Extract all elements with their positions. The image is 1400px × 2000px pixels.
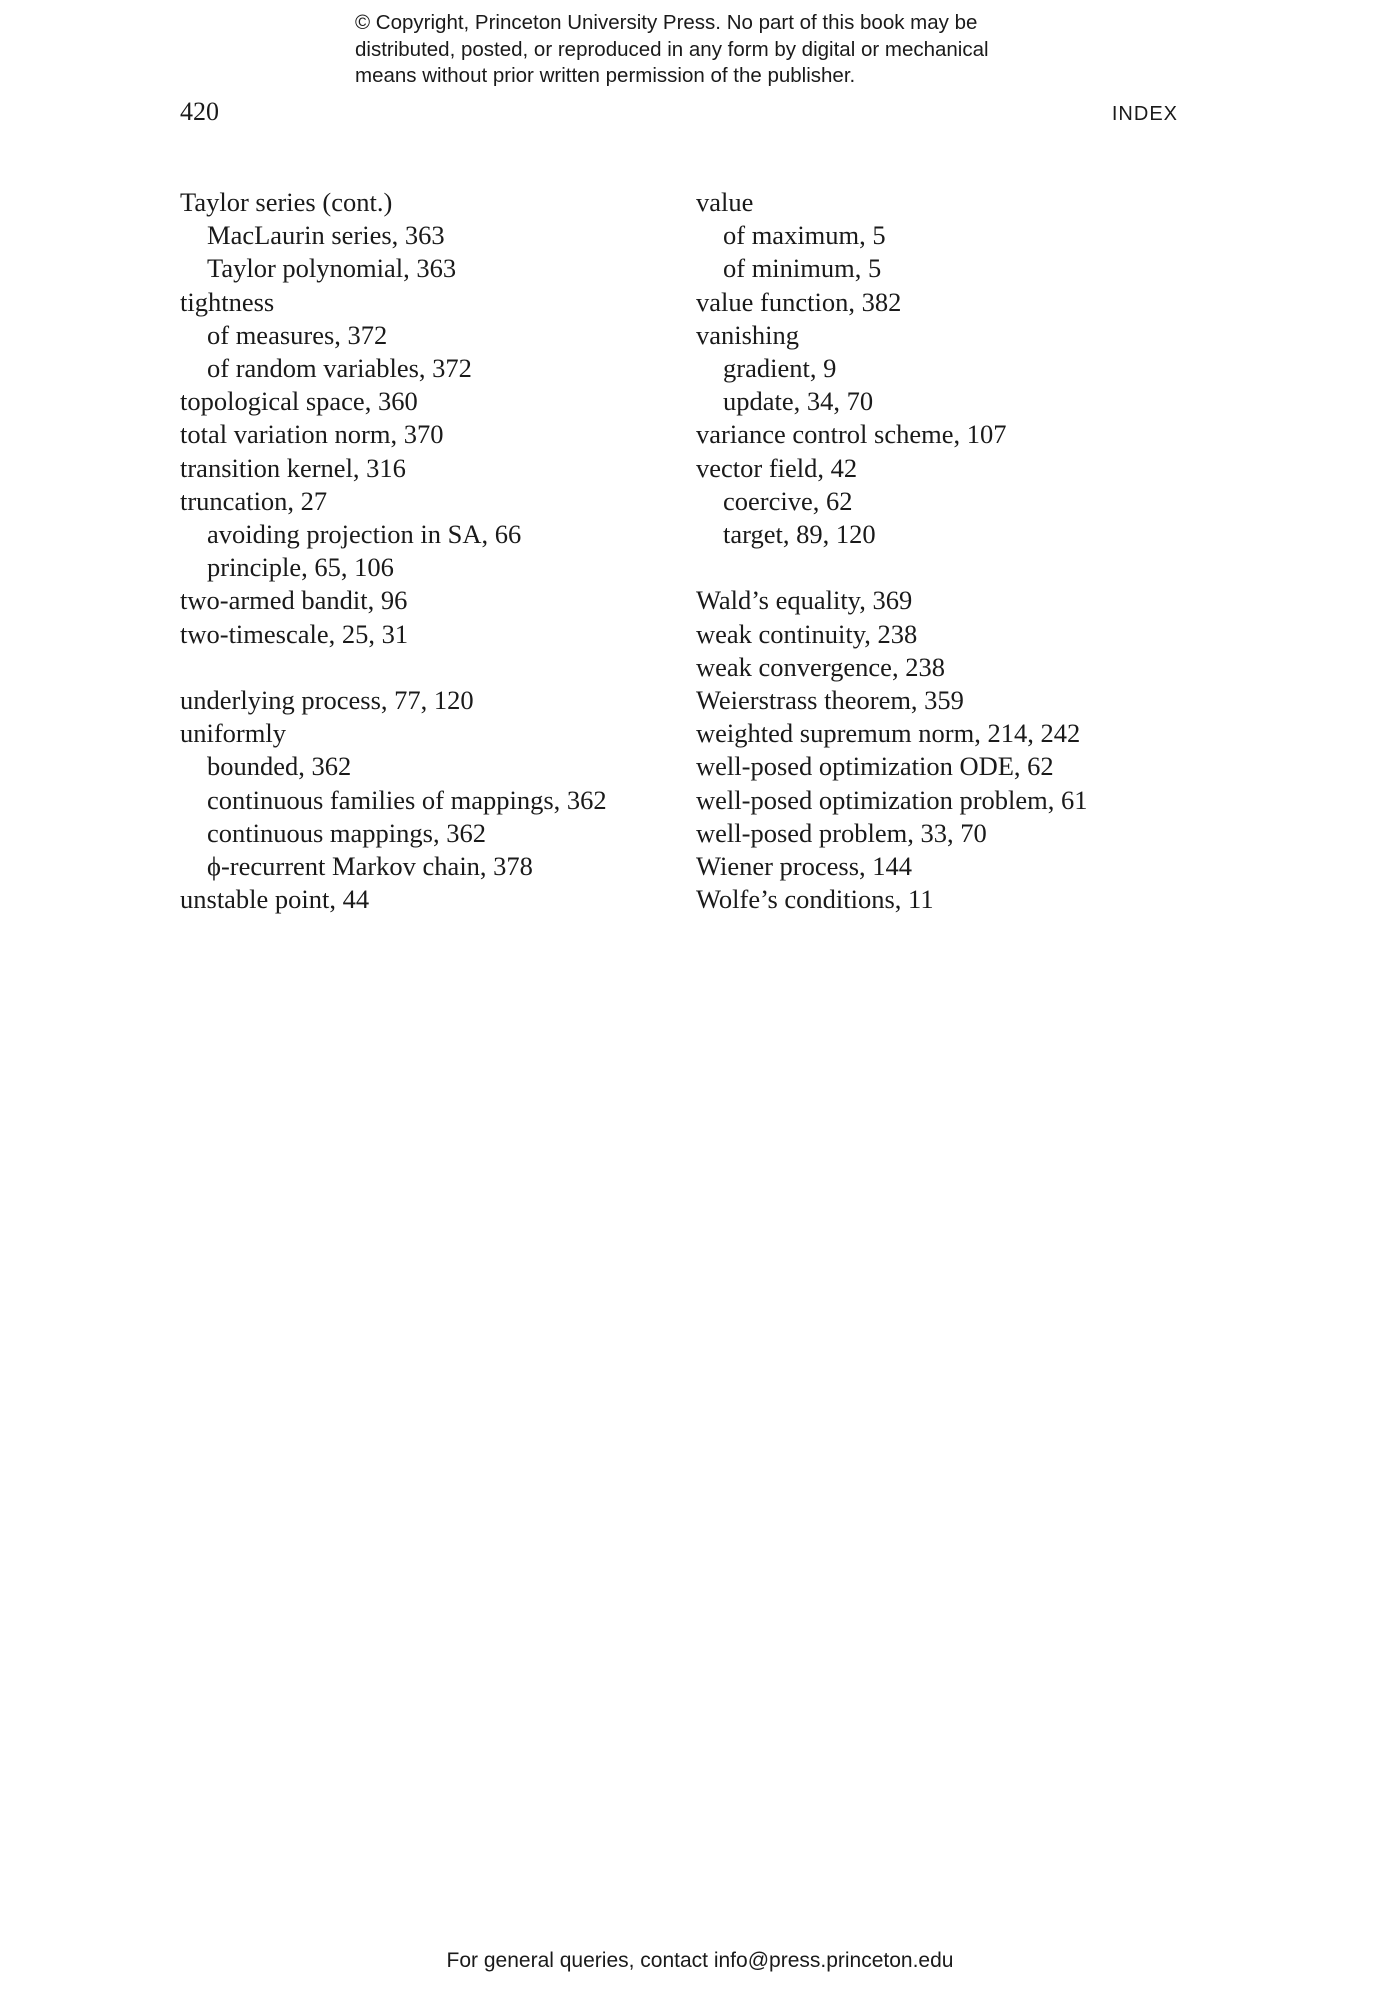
index-entry: two-armed bandit, 96 xyxy=(180,585,408,616)
index-subentry: target, 89, 120 xyxy=(723,519,876,550)
index-subentry: continuous families of mappings, 362 xyxy=(207,784,607,815)
index-entry: weak convergence, 238 xyxy=(696,651,945,682)
index-subentry: MacLaurin series, 363 xyxy=(207,220,445,251)
copyright-notice xyxy=(355,10,1075,90)
index-entry: Weierstrass theorem, 359 xyxy=(696,685,964,716)
index-entry: total variation norm, 370 xyxy=(180,419,444,450)
index-entry: Wolfe’s conditions, 11 xyxy=(696,884,934,915)
copyright-line: means without prior written permission of the publisher. xyxy=(355,64,856,87)
page-number: 420 xyxy=(180,97,219,126)
index-subentry: continuous mappings, 362 xyxy=(207,817,486,848)
index-entry: well-posed problem, 33, 70 xyxy=(696,817,987,848)
index-subentry: of measures, 372 xyxy=(207,319,388,350)
index-entry: weighted supremum norm, 214, 242 xyxy=(696,718,1081,749)
index-entry: transition kernel, 316 xyxy=(180,452,406,483)
index-entry: underlying process, 77, 120 xyxy=(180,685,474,716)
index-entry: uniformly xyxy=(180,718,286,749)
index-subentry: avoiding projection in SA, 66 xyxy=(207,519,522,550)
index-column-left xyxy=(180,186,680,916)
copyright-line: distributed, posted, or reproduced in any form by digital or mechanical xyxy=(355,37,989,61)
index-subentry: of random variables, 372 xyxy=(207,353,472,384)
index-entry: vector field, 42 xyxy=(696,452,858,483)
footer-contact xyxy=(0,1948,1400,1974)
index-entry: value xyxy=(696,187,754,217)
index-entry: tightness xyxy=(180,286,275,317)
index-entry: Wiener process, 144 xyxy=(696,851,913,882)
index-subentry: gradient, 9 xyxy=(723,353,837,384)
index-entry: unstable point, 44 xyxy=(180,884,370,915)
index-subentry: of minimum, 5 xyxy=(723,253,882,284)
index-subentry: Taylor polynomial, 363 xyxy=(207,253,457,284)
index-entry: topological space, 360 xyxy=(180,386,418,417)
index-entry: well-posed optimization ODE, 62 xyxy=(696,751,1054,782)
index-column-right xyxy=(696,186,1196,916)
index-subentry: bounded, 362 xyxy=(207,751,352,782)
index-entry: variance control scheme, 107 xyxy=(696,419,1007,450)
footer-contact-text: For general queries, contact info@press.princeton.edu xyxy=(446,1949,954,1972)
index-entry: truncation, 27 xyxy=(180,485,328,516)
index-entry: two-timescale, 25, 31 xyxy=(180,618,409,649)
index-entry: Taylor series (cont.) xyxy=(180,187,393,217)
index-subentry: ϕ-recurrent Markov chain, 378 xyxy=(207,851,533,882)
copyright-line: © Copyright, Princeton University Press. No part of this book may be xyxy=(355,11,978,34)
running-head: INDEX xyxy=(1111,103,1178,125)
index-entry: vanishing xyxy=(696,319,800,350)
index-subentry: principle, 65, 106 xyxy=(207,552,394,583)
index-entry: Wald’s equality, 369 xyxy=(696,585,913,616)
index-entry: value function, 382 xyxy=(696,286,902,317)
index-subentry: update, 34, 70 xyxy=(723,386,874,417)
index-entry: weak continuity, 238 xyxy=(696,618,918,649)
index-entry: well-posed optimization problem, 61 xyxy=(696,784,1088,815)
index-subentry: coercive, 62 xyxy=(723,485,853,516)
index-subentry: of maximum, 5 xyxy=(723,220,886,251)
